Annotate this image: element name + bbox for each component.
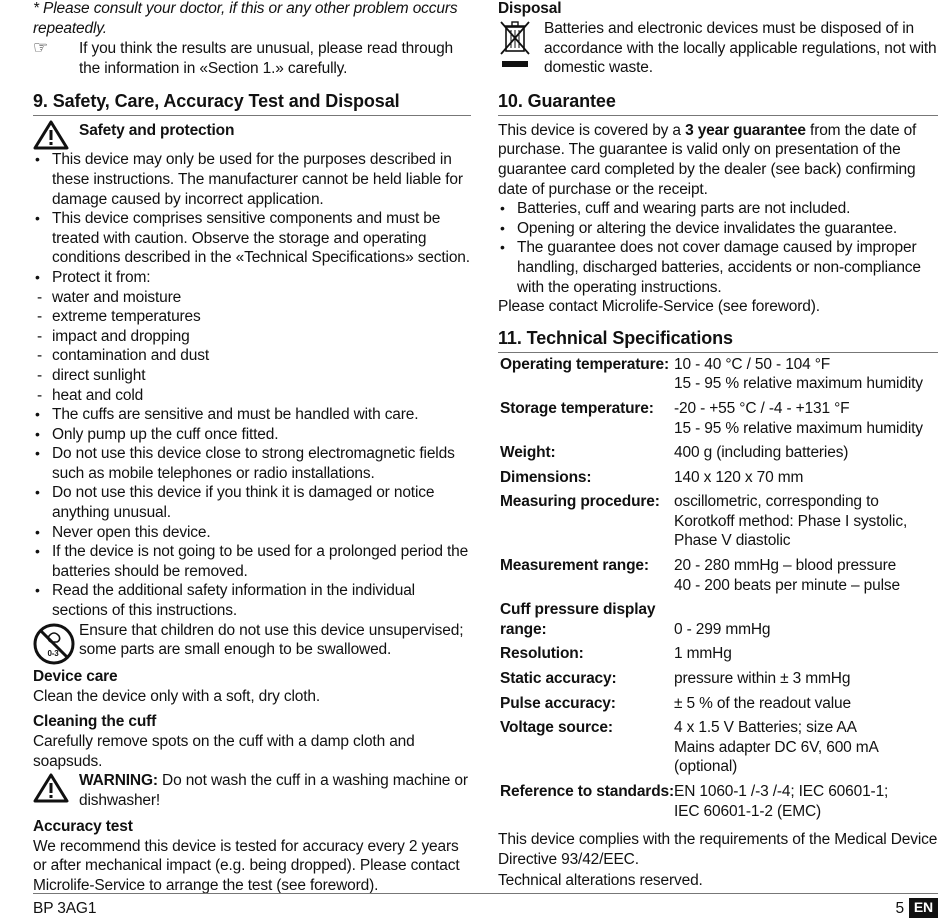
- left-column: [33, 0, 471, 895]
- pointing-hand-icon: ☞: [33, 38, 49, 58]
- spec-value-line: Mains adapter DC 6V, 600 mA (optional): [674, 738, 878, 776]
- spec-value: [674, 713, 938, 777]
- spec-label: Measuring procedure:: [500, 493, 660, 511]
- spec-value-line: 0 - 299 mmHg: [674, 620, 771, 638]
- spec-row: [498, 713, 938, 777]
- spec-value: [674, 551, 938, 595]
- spec-value-line: 140 x 120 x 70 mm: [674, 468, 804, 486]
- spec-value-line: oscillometric, corresponding to Korotkoff method: Phase I systolic, Phase V diastolic: [674, 493, 908, 550]
- list-item: • The guarantee does not cover damage caused by improper handling, discharged batteries, accidents or non-compliance with the operating instructions.: [498, 238, 938, 297]
- section-9-title: 9. Safety, Care, Accuracy Test and Disposal: [33, 89, 471, 116]
- disposal-text: Batteries and electronic devices must be disposed of in accordance with the locally applicable regulations, not with domestic waste.: [544, 20, 937, 77]
- warning-triangle-icon: [33, 773, 69, 803]
- spec-label: Dimensions:: [500, 468, 592, 486]
- svg-text:0-3: 0-3: [47, 648, 59, 658]
- list-item: - impact and dropping: [33, 327, 471, 347]
- list-item: • Do not use this device close to strong electromagnetic fields such as mobile telephones or radio installations.: [33, 444, 471, 483]
- warning-label: WARNING:: [79, 772, 158, 790]
- model-number: BP 3AG1: [33, 900, 97, 917]
- language-badge: EN: [909, 898, 938, 918]
- section-10-title: 10. Guarantee: [498, 89, 938, 116]
- list-item: • Never open this device.: [33, 523, 471, 543]
- spec-label: Operating temperature:: [500, 355, 669, 373]
- device-care-text: Clean the device only with a soft, dry cloth.: [33, 687, 321, 705]
- accuracy-text: We recommend this device is tested for accuracy every 2 years or after mechanical impact (e.g. being dropped). Please contact Microlife-Service to arrange the test (see foreword).: [33, 837, 460, 894]
- compliance-text: This device complies with the requirements of the Medical Device Directive 93/42/EEC.: [498, 831, 938, 868]
- list-item: - contamination and dust: [33, 346, 471, 366]
- spec-value-line: 4 x 1.5 V Batteries; size AA: [674, 719, 857, 737]
- section-11-title: 11. Technical Specifications: [498, 326, 938, 353]
- hint-text: If you think the results are unusual, please read through the information in «Section 1.» carefully.: [79, 40, 454, 77]
- spec-value-line: EN 1060-1 /-3 /-4; IEC 60601-1;: [674, 783, 889, 800]
- list-item: - direct sunlight: [33, 366, 471, 386]
- disposal-block: [498, 19, 938, 78]
- spec-value: [674, 595, 938, 639]
- page-footer: [33, 893, 938, 922]
- spec-label: Measurement range:: [500, 557, 649, 575]
- contact-text: Please contact Microlife-Service (see foreword).: [498, 298, 820, 316]
- list-item: - extreme temperatures: [33, 307, 471, 327]
- warning-text: Do not wash the cuff in a washing machine or dishwasher!: [79, 772, 468, 809]
- list-item: • Read the additional safety information in the individual sections of this instructions.: [33, 581, 471, 620]
- list-item: • Do not use this device if you think it is damaged or notice anything unusual.: [33, 483, 471, 522]
- children-warning: [33, 621, 471, 663]
- protect-list: [33, 288, 471, 406]
- page-number: 5: [895, 900, 904, 917]
- spec-value: [674, 664, 938, 689]
- spec-row: [498, 487, 938, 551]
- spec-value-line: 15 - 95 % relative maximum humidity: [674, 375, 923, 393]
- cuff-warning: [33, 771, 471, 810]
- spec-value-line: ± 5 % of the readout value: [674, 694, 851, 712]
- hint-note: [33, 39, 471, 78]
- safety-heading: Safety and protection: [79, 122, 235, 140]
- spec-value-line: 15 - 95 % relative maximum humidity: [674, 419, 923, 437]
- spec-value: [674, 487, 938, 551]
- list-item: • Batteries, cuff and wearing parts are not included.: [498, 199, 938, 219]
- spec-value: [674, 689, 938, 714]
- spec-label: Weight:: [500, 444, 556, 462]
- spec-value: [674, 639, 938, 664]
- spec-label: Pulse accuracy:: [500, 694, 616, 712]
- list-item: • Opening or altering the device invalidates the guarantee.: [498, 219, 938, 239]
- no-children-icon: [32, 622, 76, 666]
- spec-label: Resolution:: [500, 645, 584, 663]
- spec-value: [674, 777, 938, 821]
- spec-value-line: pressure within ± 3 mmHg: [674, 670, 851, 688]
- list-item: • The cuffs are sensitive and must be handled with care.: [33, 405, 471, 425]
- device-care-heading: Device care: [33, 667, 118, 685]
- safety-bullets-a: [33, 150, 471, 405]
- spec-label: Static accuracy:: [500, 670, 617, 688]
- spec-value: [674, 355, 938, 394]
- spec-value-line: 40 - 200 beats per minute – pulse: [674, 576, 900, 594]
- consult-note: * Please consult your doctor, if this or any other problem occurs repeatedly.: [33, 0, 458, 37]
- spec-row: [498, 777, 938, 821]
- spec-row: [498, 639, 938, 664]
- spec-label: Voltage source:: [500, 719, 613, 737]
- spec-label: Reference to standards:: [500, 783, 674, 800]
- disposal-heading: Disposal: [498, 0, 562, 17]
- spec-row: [498, 438, 938, 463]
- spec-value: [674, 394, 938, 438]
- list-item: • This device comprises sensitive components and must be treated with caution. Observe the storage and operating conditions described in the «Technical Specifications» section.: [33, 209, 471, 268]
- spec-value-line: [674, 600, 938, 620]
- spec-table: [498, 355, 938, 821]
- spec-value-line: 400 g (including batteries): [674, 444, 849, 462]
- spec-value: [674, 438, 938, 463]
- spec-value-line: 1 mmHg: [674, 645, 732, 663]
- guarantee-text: This device is covered by a 3 year guarantee from the date of purchase. The guarantee is valid only on presentation of the guarantee card completed by the dealer (see back) confirming date of purchase or the receipt.: [498, 121, 917, 198]
- spec-value-line: -20 - +55 °C / -4 - +131 °F: [674, 399, 850, 417]
- cleaning-heading: Cleaning the cuff: [33, 713, 157, 731]
- list-item: - water and moisture: [33, 288, 471, 308]
- spec-row: [498, 595, 938, 639]
- children-text: Ensure that children do not use this device unsupervised; some parts are small enough to be swallowed.: [79, 621, 464, 659]
- list-item: • This device may only be used for the purposes described in these instructions. The manufacturer cannot be held liable for damage caused by incorrect application.: [33, 150, 471, 209]
- alterations-text: Technical alterations reserved.: [498, 872, 703, 890]
- warning-triangle-icon: [33, 120, 69, 150]
- spec-row: [498, 355, 938, 394]
- safety-heading-row: [33, 120, 471, 150]
- spec-label: Cuff pressure display range:: [500, 601, 656, 638]
- right-column: [498, 0, 938, 891]
- spec-row: [498, 394, 938, 438]
- accuracy-heading: Accuracy test: [33, 817, 133, 835]
- safety-bullets-b: [33, 405, 471, 621]
- cleaning-text: Carefully remove spots on the cuff with a damp cloth and soapsuds.: [33, 733, 415, 770]
- spec-value-line: IEC 60601-1-2 (EMC): [674, 802, 822, 820]
- spec-label: Storage temperature:: [500, 399, 654, 417]
- list-item: • Only pump up the cuff once fitted.: [33, 425, 471, 445]
- list-item: - heat and cold: [33, 386, 471, 406]
- spec-row: [498, 664, 938, 689]
- spec-value-line: 10 - 40 °C / 50 - 104 °F: [674, 355, 831, 373]
- list-item: • If the device is not going to be used for a prolonged period the batteries should be removed.: [33, 542, 471, 581]
- crossed-bin-icon: [498, 19, 532, 71]
- spec-value: [674, 463, 938, 488]
- list-item: [33, 268, 471, 405]
- spec-value-line: 20 - 280 mmHg – blood pressure: [674, 557, 897, 575]
- guarantee-bullets: [498, 199, 938, 297]
- protect-label: Protect it from:: [52, 268, 151, 286]
- spec-row: [498, 463, 938, 488]
- spec-row: [498, 689, 938, 714]
- spec-row: [498, 551, 938, 595]
